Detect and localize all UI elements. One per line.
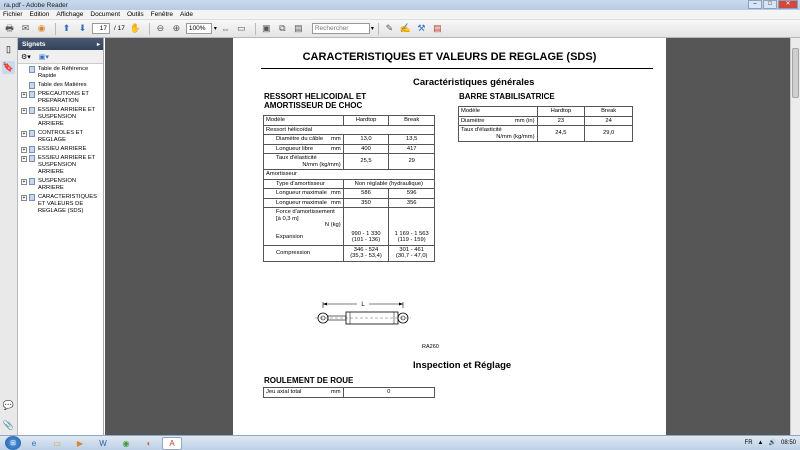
toolbar-separator [255, 23, 256, 35]
menu-fenetre[interactable]: Fenêtre [150, 11, 174, 18]
bookmark-options-icon[interactable]: ⚙▾ [21, 53, 31, 61]
toolbar-separator [378, 23, 379, 35]
bookmark-list [18, 64, 103, 215]
expand-icon[interactable]: + [22, 131, 26, 137]
maximize-button[interactable]: □ [763, 0, 777, 9]
bookmark-item[interactable]: + CONTROLES ET REGLAGE [22, 130, 83, 143]
bookmark-item[interactable]: + PRECAUTIONS ET PREPARATION [22, 91, 89, 104]
attachment-panel-icon[interactable]: 📎 [2, 420, 15, 430]
title-bar [0, 0, 800, 10]
dimension-label: L [361, 302, 365, 308]
snapshot-icon[interactable]: ⧉ [279, 23, 286, 33]
taskbar [0, 435, 800, 450]
expand-icon[interactable]: + [22, 156, 26, 162]
window-title: ra.pdf - Adobe Reader [4, 1, 68, 9]
ie-icon[interactable]: e [31, 438, 37, 448]
minimize-button[interactable]: – [748, 0, 762, 9]
bookmarks-title: Signets [22, 40, 46, 48]
language-indicator[interactable]: FR [744, 439, 753, 446]
bookmark-page-icon [29, 178, 35, 185]
next-page-icon[interactable]: ⬇ [78, 23, 87, 33]
ressort-heading: RESSORT HELICOIDAL ET AMORTISSEUR DE CHOC [264, 92, 367, 110]
folder-icon[interactable]: ▭ [53, 438, 61, 448]
section-heading: Caractéristiques générales [413, 77, 535, 88]
bookmark-item[interactable]: + SUSPENSION ARRIERE [22, 178, 77, 191]
fit-width-icon[interactable]: ⇔ [220, 23, 230, 34]
table-row: Amortisseur [264, 170, 435, 180]
table-row: Jeu axial total mm 0 [264, 388, 435, 398]
expand-icon[interactable]: + [22, 195, 26, 201]
expand-icon[interactable]: + [22, 108, 26, 114]
section-heading: Inspection et Réglage [413, 360, 512, 371]
table-row: Diamètre du câble mm 13,0 13,5 [264, 135, 435, 145]
bookmark-page-icon [29, 155, 35, 162]
comment-panel-icon[interactable]: 💬 [2, 400, 15, 410]
menu-document[interactable]: Document [90, 11, 120, 18]
shock-absorber-diagram [315, 294, 411, 334]
bookmark-page-icon [29, 107, 35, 114]
pdf-page [233, 38, 666, 435]
table-row: Expansion 990 - 1 330 (101 - 136) 1 169 - 1 563 (119 - 159) [264, 230, 435, 246]
expand-icon[interactable]: + [22, 92, 26, 98]
close-button[interactable]: ✕ [778, 0, 798, 9]
print-icon[interactable]: 🖶 [5, 22, 14, 33]
media-icon[interactable]: ▶ [76, 438, 84, 448]
table-row: Modèle Hardtop Break [264, 116, 435, 126]
bookmark-page-icon [29, 194, 35, 201]
table-row: Longueur maximale mm 586 596 [264, 189, 435, 199]
table-row: Taux d'élasticité N/mm (kg/mm) 25,5 29 [264, 154, 435, 170]
bookmark-page-icon [29, 130, 35, 137]
chrome-icon[interactable]: ◉ [122, 438, 130, 448]
clock[interactable]: 08:50 [780, 439, 796, 446]
page-number-input[interactable]: 17 [92, 23, 110, 34]
table-row: Longueur maximale mm 350 356 [264, 198, 435, 208]
barre-table [458, 106, 633, 142]
expand-icon[interactable]: + [22, 179, 26, 185]
bookmarks-panel-icon[interactable]: 🔖 [2, 62, 15, 72]
ressort-table [263, 115, 435, 262]
previous-page-icon[interactable]: ⬆ [62, 23, 71, 33]
table-row: Longueur libre mm 400 417 [264, 144, 435, 154]
system-tray [745, 439, 796, 446]
bookmark-page-icon [29, 146, 35, 153]
bookmark-page-icon [29, 91, 35, 98]
expand-icon[interactable]: + [22, 147, 26, 153]
bookmarks-header [18, 38, 103, 50]
pages-panel-icon[interactable]: ▯ [6, 44, 11, 54]
adobe-reader-icon[interactable]: A [162, 437, 182, 450]
bookmark-item[interactable]: + CARACTERISTIQUES ET VALEURS DE REGLAGE (SDS) [22, 194, 97, 214]
toolbar-separator [55, 23, 56, 35]
menu-affichage[interactable]: Affichage [56, 11, 84, 18]
volume-icon[interactable]: 🔊 [768, 440, 776, 446]
bookmark-item[interactable]: + ESSIEU ARRIERE ET SUSPENSION ARRIERE [22, 107, 96, 127]
bookmark-expand-icon[interactable]: ▣▾ [38, 53, 49, 61]
scrollbar-thumb[interactable] [792, 48, 799, 98]
window-controls [748, 0, 798, 9]
bookmarks-panel [18, 38, 104, 435]
navigation-strip [0, 38, 18, 435]
panel-options-icon[interactable]: ▸ [96, 41, 100, 48]
search-input[interactable]: Rechercher [312, 23, 370, 34]
roulement-heading: ROULEMENT DE ROUE [264, 376, 354, 385]
toolbar [0, 20, 800, 38]
bookmark-item[interactable]: Table des Matières [18, 82, 103, 89]
hand-tool-icon[interactable]: ✋ [129, 23, 141, 33]
menu-outils[interactable]: Outils [127, 11, 144, 18]
fit-page-icon[interactable]: ▭ [237, 23, 246, 33]
bookmark-item[interactable]: Table de Référence Rapide [18, 66, 103, 80]
tools-icon[interactable]: ⚒ [417, 23, 426, 33]
zoom-in-icon[interactable]: ⊕ [172, 23, 181, 33]
bookmark-page-icon [29, 66, 35, 73]
network-icon[interactable]: ▲ [757, 439, 764, 446]
zoom-dropdown-icon[interactable]: ▾ [213, 26, 217, 32]
toolbar-separator [149, 23, 150, 35]
bookmark-page-icon [29, 82, 35, 89]
bookmarks-toolbar [18, 50, 103, 64]
firefox-icon[interactable]: ◐ [146, 438, 152, 448]
select-tool-icon[interactable]: ▣ [262, 23, 271, 33]
figure-reference: RA260 [422, 344, 439, 350]
page-total: / 17 [114, 25, 125, 32]
table-row: Type d'amortisseur Non réglable (hydraulique) [264, 179, 435, 189]
bookmark-item[interactable]: + ESSIEU ARRIERE [22, 146, 87, 153]
table-row: Force d'amortissement [à 0,3 m] N (kg) [264, 208, 435, 230]
title-rule [261, 68, 653, 69]
comment-icon[interactable]: ✍ [399, 23, 411, 33]
bookmark-item[interactable]: + ESSIEU ARRIERE ET SUSPENSION ARRIERE [22, 155, 96, 175]
share-icon[interactable]: ◉ [37, 23, 46, 33]
menu-bar [0, 10, 800, 20]
table-row: Compression 346 - 524 (35,3 - 53,4) 301 - 461 (30,7 - 47,0) [264, 245, 435, 261]
menu-aide[interactable]: Aide [180, 11, 194, 18]
page-layout-icon[interactable]: ▤ [294, 23, 303, 33]
table-row: Modèle Hardtop Break [459, 107, 633, 117]
sign-icon[interactable]: ✎ [385, 23, 394, 33]
barre-heading: BARRE STABILISATRICE [459, 92, 555, 101]
attach-icon[interactable]: ▤ [433, 23, 442, 33]
page-title: CARACTERISTIQUES ET VALEURS DE REGLAGE (SDS) [302, 51, 597, 63]
email-icon[interactable]: ✉ [21, 23, 30, 33]
menu-edition[interactable]: Edition [29, 11, 50, 18]
zoom-out-icon[interactable]: ⊖ [156, 23, 165, 33]
table-row: Taux d'élasticité N/mm (kg/mm) 24,5 29,0 [459, 126, 633, 142]
start-button[interactable]: ⊞ [5, 436, 21, 450]
roulement-table [263, 387, 435, 398]
table-row: Diamètre mm (in) 23 24 [459, 116, 633, 126]
search-dropdown-icon[interactable]: ▾ [370, 26, 374, 32]
word-icon[interactable]: W [99, 438, 107, 448]
table-row: Ressort hélicoïdal [264, 125, 435, 135]
vertical-scrollbar[interactable] [790, 38, 800, 435]
menu-fichier[interactable]: Fichier [3, 11, 23, 18]
zoom-select[interactable]: 100% [186, 23, 212, 34]
